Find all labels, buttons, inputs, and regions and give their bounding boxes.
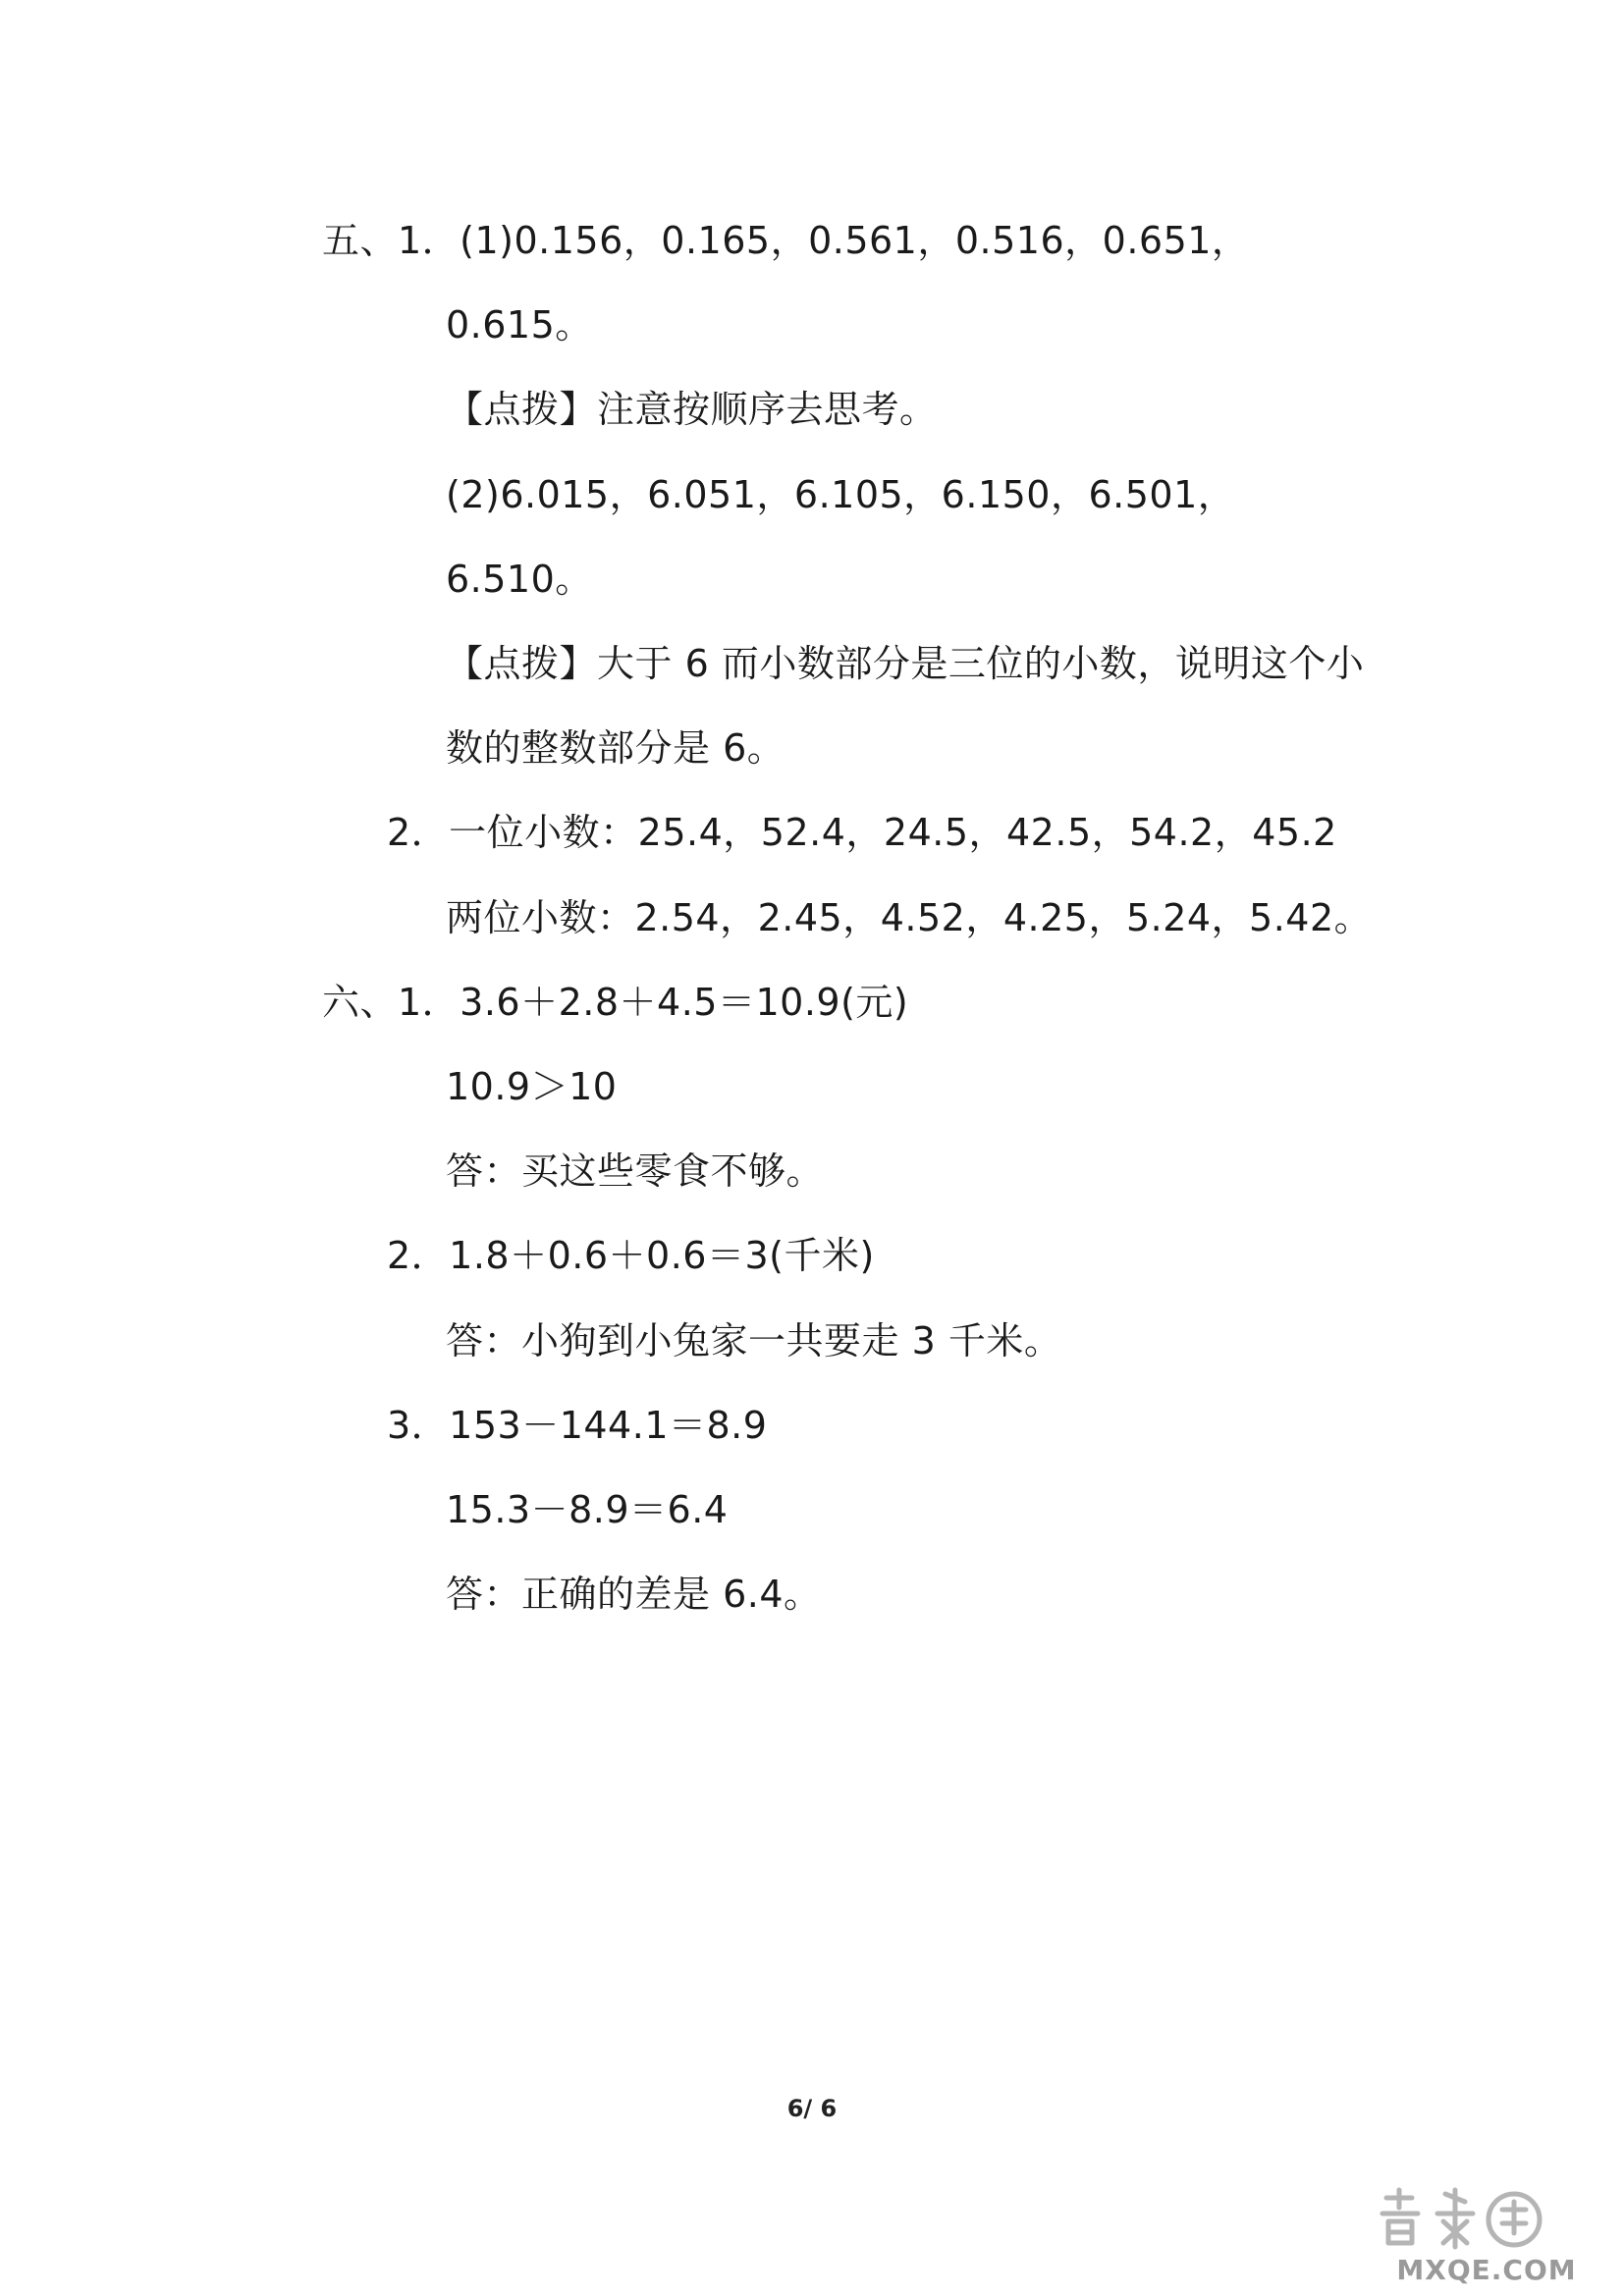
hint-5-1-part1: 【点拨】注意按顺序去思考。 [446, 388, 938, 431]
answer-6-3-conclusion: 答：正确的差是 6.4。 [446, 1573, 822, 1616]
answer-5-1-part2-line2: 6.510。 [446, 558, 593, 601]
answer-6-2-equation: 2．1.8＋0.6＋0.6＝3(千米) [387, 1234, 875, 1277]
answer-5-2-line1: 2．一位小数：25.4，52.4，24.5，42.5，54.2，45.2 [387, 811, 1337, 854]
hint-5-1-part2-line2: 数的整数部分是 6。 [446, 726, 785, 770]
answer-6-1-comparison: 10.9＞10 [446, 1065, 618, 1108]
answer-6-2-conclusion: 答：小狗到小兔家一共要走 3 千米。 [446, 1319, 1062, 1362]
watermark-logo-icon [1369, 2178, 1604, 2257]
answer-6-3-equation1: 3．153－144.1＝8.9 [387, 1404, 768, 1447]
answer-6-3-equation2: 15.3－8.9＝6.4 [446, 1488, 729, 1531]
answer-5-2-line2: 两位小数：2.54，2.45，4.52，4.25，5.24，5.42。 [446, 896, 1373, 939]
answer-6-1-equation: 六、1．3.6＋2.8＋4.5＝10.9(元) [322, 981, 909, 1024]
watermark-logo [1369, 2178, 1604, 2286]
page-number: 6/ 6 [786, 2095, 838, 2122]
answer-5-1-part1-line2: 0.615。 [446, 303, 593, 347]
answer-5-1-part2-line1: (2)6.015，6.051，6.105，6.150，6.501， [446, 473, 1236, 516]
answer-6-1-conclusion: 答：买这些零食不够。 [446, 1149, 825, 1193]
hint-5-1-part2-line1: 【点拨】大于 6 而小数部分是三位的小数，说明这个小 [446, 642, 1365, 685]
watermark-url: MXQE.COM [1396, 2254, 1577, 2286]
answer-5-1-part1-line1: 五、1．(1)0.156，0.165，0.561，0.516，0.651， [322, 219, 1250, 262]
